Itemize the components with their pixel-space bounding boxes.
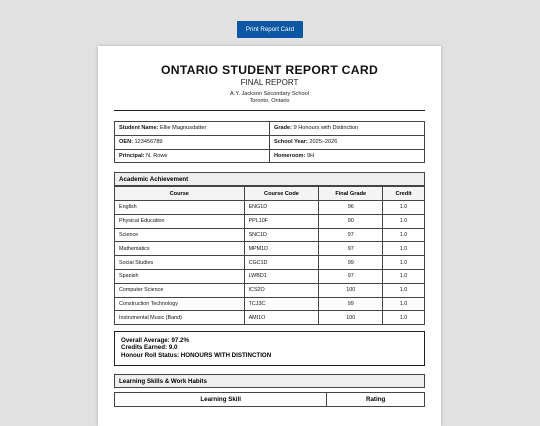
report-card-page	[98, 46, 441, 426]
course-name: Mathematics	[115, 242, 245, 256]
final-grade: 96	[319, 201, 383, 215]
student-name-label: Student Name:	[119, 125, 159, 132]
principal-label: Principal:	[119, 152, 145, 159]
column-header-code: Course Code	[244, 187, 319, 201]
table-row	[115, 256, 425, 270]
final-grade: 97	[319, 242, 383, 256]
table-row	[115, 311, 425, 325]
column-header-course: Course	[115, 187, 245, 201]
final-grade: 90	[319, 214, 383, 228]
credit-value: 1.0	[383, 201, 425, 215]
table-row	[115, 228, 425, 242]
school-name: A.Y. Jackson Secondary School	[230, 91, 309, 97]
final-grade: 100	[319, 283, 383, 297]
summary-box	[114, 331, 425, 366]
final-grade: 99	[319, 256, 383, 270]
grade-label: Grade:	[274, 125, 293, 132]
report-subtitle: FINAL REPORT	[240, 78, 299, 87]
table-row	[115, 201, 425, 215]
principal-value: N. Rowe	[146, 152, 168, 159]
credit-value: 1.0	[383, 297, 425, 311]
principal-cell	[115, 149, 270, 163]
course-name: Construction Technology	[115, 297, 245, 311]
overall-average: Overall Average: 97.2%	[121, 337, 189, 344]
school-year-label: School Year:	[274, 139, 308, 146]
column-header-rating: Rating	[327, 393, 425, 407]
student-name-value: Ellie Magnusdatter	[160, 125, 207, 132]
course-name: Physical Education	[115, 214, 245, 228]
final-grade: 99	[319, 297, 383, 311]
credit-value: 1.0	[383, 256, 425, 270]
final-grade: 100	[319, 311, 383, 325]
table-row	[115, 242, 425, 256]
course-name: Science	[115, 228, 245, 242]
learning-skills-heading: Learning Skills & Work Habits	[114, 374, 425, 388]
school-location: Toronto, Ontario	[249, 97, 290, 104]
credit-value: 1.0	[383, 269, 425, 283]
homeroom-cell	[270, 149, 425, 163]
academic-heading: Academic Achievement	[114, 172, 425, 186]
course-name: English	[115, 201, 245, 215]
oen-cell	[115, 135, 270, 149]
final-grade: 97	[319, 228, 383, 242]
print-report-button[interactable]: Print Report Card	[237, 21, 303, 38]
grade-cell	[270, 122, 425, 136]
course-name: Computer Science	[115, 283, 245, 297]
column-header-credit: Credit	[383, 187, 425, 201]
column-header-grade: Final Grade	[319, 187, 383, 201]
course-name: Social Studies	[115, 256, 245, 270]
final-grade: 97	[319, 269, 383, 283]
credit-value: 1.0	[383, 242, 425, 256]
course-name: Spanish	[115, 269, 245, 283]
course-code: ICS2O	[244, 283, 319, 297]
credit-value: 1.0	[383, 228, 425, 242]
student-name-cell	[115, 122, 270, 136]
course-name: Instrumental Music (Band)	[115, 311, 245, 325]
homeroom-value: 9H	[306, 152, 315, 159]
header-divider	[114, 110, 425, 111]
credit-value: 1.0	[383, 311, 425, 325]
course-code: ENG1D	[244, 201, 319, 215]
school-year-cell	[270, 135, 425, 149]
grade-value: 9 Honours with Distinction	[293, 125, 359, 132]
table-row	[115, 283, 425, 297]
credit-value: 1.0	[383, 283, 425, 297]
column-header-learning-skill: Learning Skill	[115, 393, 327, 407]
course-code: PPL10F	[244, 214, 319, 228]
course-code: AMI1O	[244, 311, 319, 325]
credits-earned: Credits Earned: 9.0	[121, 344, 178, 352]
course-code: MPM1D	[244, 242, 319, 256]
table-row	[115, 297, 425, 311]
course-table	[114, 186, 425, 325]
table-row	[115, 269, 425, 283]
table-row	[115, 214, 425, 228]
course-code: LWBD1	[244, 269, 319, 283]
oen-label: OEN:	[119, 139, 133, 146]
school-year-value: 2025–2026	[309, 139, 338, 146]
credit-value: 1.0	[383, 214, 425, 228]
course-code: CGC1D	[244, 256, 319, 270]
oen-value: 123456789	[134, 139, 163, 146]
student-info-table	[114, 121, 425, 163]
homeroom-label: Homeroom:	[274, 152, 306, 159]
course-code: TCJ3C	[244, 297, 319, 311]
report-title: ONTARIO STUDENT REPORT CARD	[160, 63, 379, 77]
honour-roll-status: Honour Roll Status: HONOURS WITH DISTINCTION	[121, 351, 272, 359]
course-code: SNC1D	[244, 228, 319, 242]
